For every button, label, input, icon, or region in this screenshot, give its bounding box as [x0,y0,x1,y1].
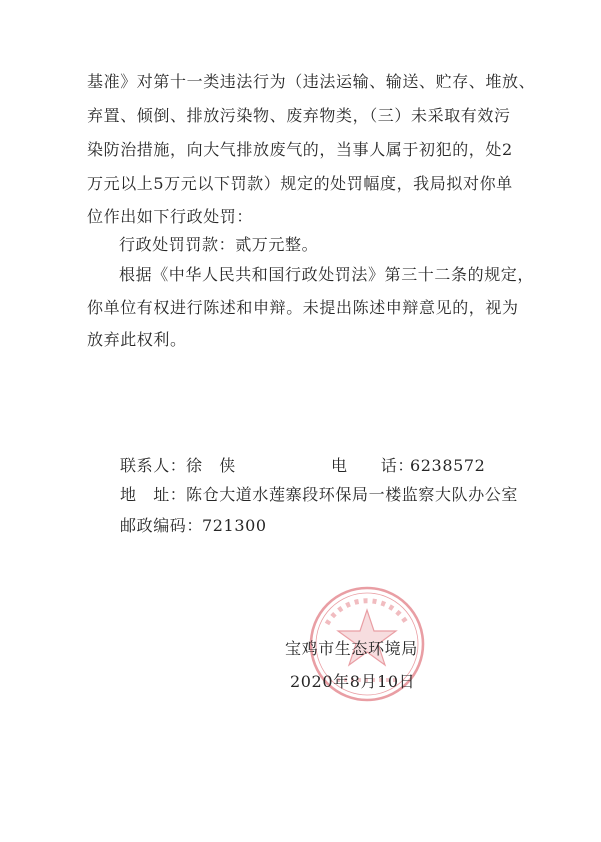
signing-date: 2020年8月10日 [290,672,416,691]
contact-address-value: 陈仓大道水莲寨段环保局一楼监察大队办公室 [186,485,519,504]
body-line-5: 位作出如下行政处罚： [87,207,254,226]
body-line-8: 你单位有权进行陈述和申辩。未提出陈述申辩意见的，视为 [87,298,519,317]
body-line-9: 放弃此权利。 [87,330,187,349]
signing-organization: 宝鸡市生态环境局 [285,639,418,658]
body-line-4: 万元以上5万元以下罚款）规定的处罚幅度，我局拟对你单 [87,174,513,193]
contact-phone-value: 6238572 [410,456,486,475]
contact-postcode-label: 邮政编码： [120,516,204,535]
legal-basis-line: 根据《中华人民共和国行政处罚法》第三十二条的规定， [119,265,535,284]
contact-address-label: 地 址： [120,485,187,504]
contact-person-name: 徐 侠 [186,456,236,475]
body-line-2: 弃置、倾倒、排放污染物、废弃物类，（三）未采取有效污 [87,106,511,125]
body-line-3: 染防治措施，向大气排放废气的，当事人属于初犯的，处2 [87,140,513,159]
contact-postcode-value: 721300 [202,516,267,535]
body-line-1: 基准》对第十一类违法行为（违法运输、输送、贮存、堆放、 [87,72,536,91]
contact-person-label: 联系人： [120,456,187,475]
penalty-line: 行政处罚罚款：贰万元整。 [119,235,319,254]
contact-phone-label: 电 话： [331,456,415,475]
